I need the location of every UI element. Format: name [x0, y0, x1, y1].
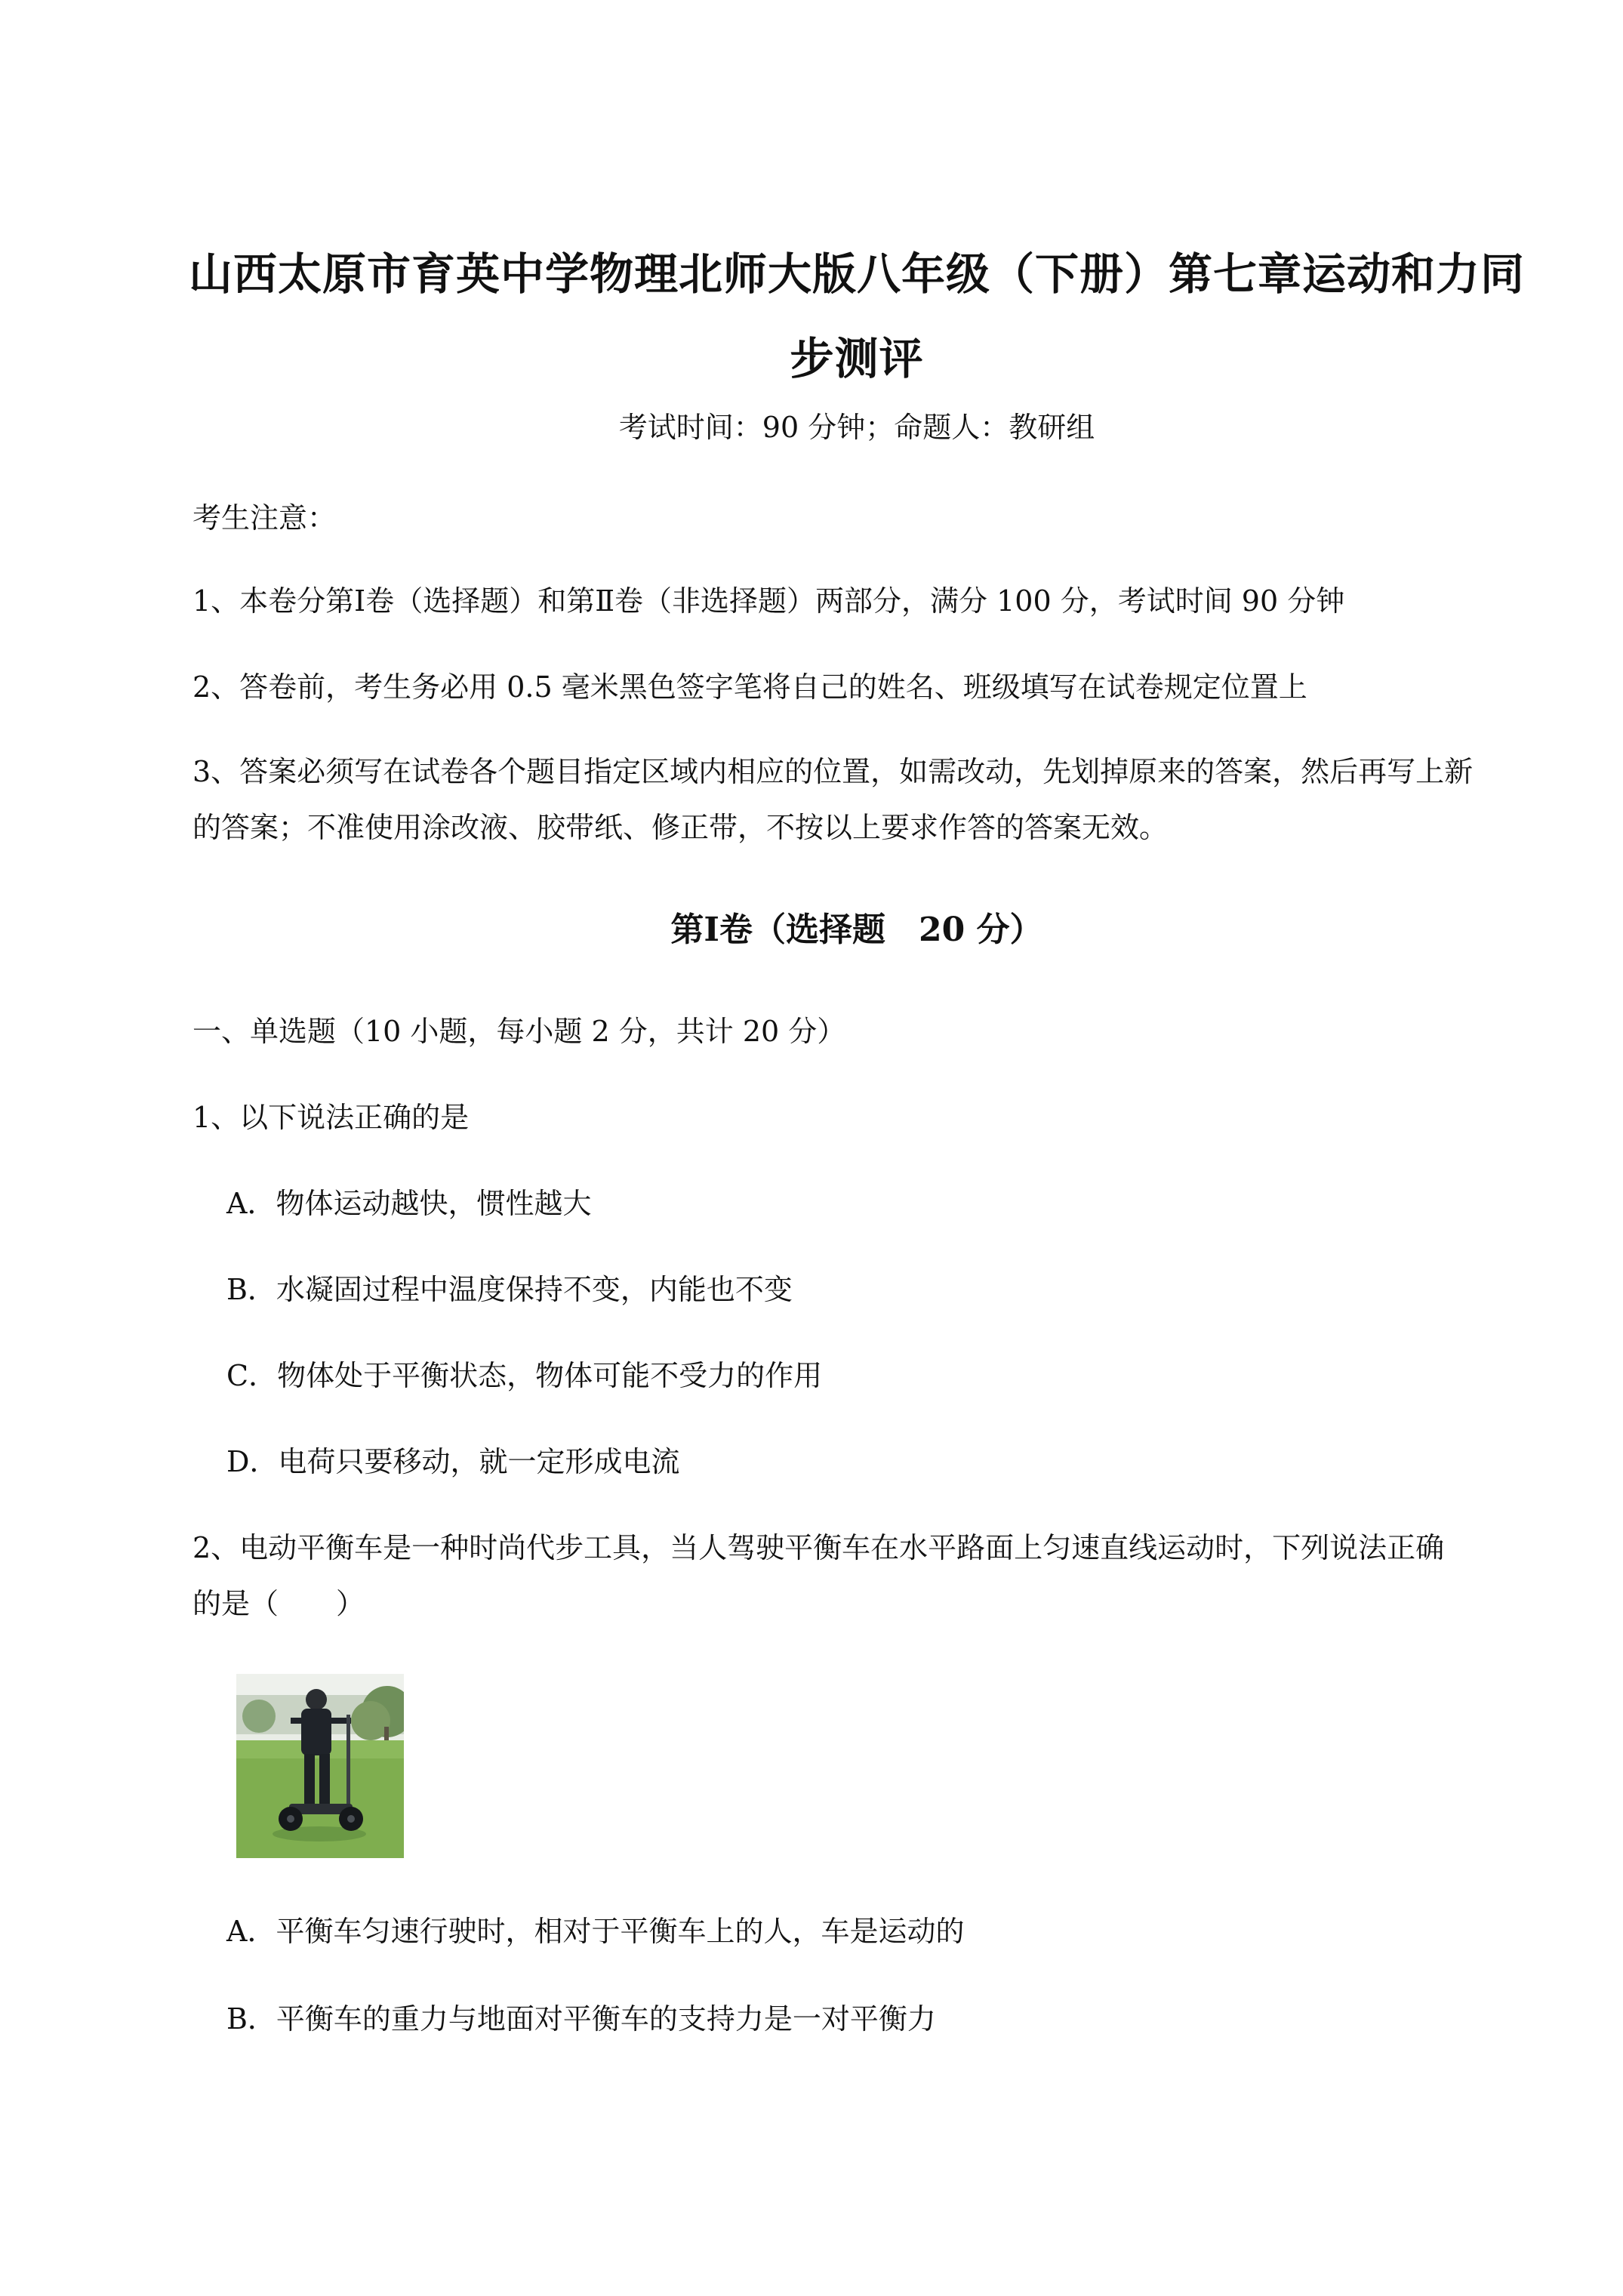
section-title: 第Ⅰ卷（选择题 20 分） — [670, 911, 1043, 949]
notice-item-3-line-1: 3、答案必须写在试卷各个题目指定区域内相应的位置，如需改动，先划掉原来的答案，然后再写上新 — [192, 755, 1474, 788]
notice-heading: 考生注意： — [192, 501, 337, 535]
question-1-option-d: D．电荷只要移动，就一定形成电流 — [226, 1445, 680, 1478]
question-2-option-b: B．平衡车的重力与地面对平衡车的支持力是一对平衡力 — [226, 2002, 936, 2036]
notice-item-1: 1、本卷分第Ⅰ卷（选择题）和第Ⅱ卷（非选择题）两部分，满分 100 分，考试时间 90 分钟 — [192, 584, 1345, 618]
exam-title-line-1: 山西太原市育英中学物理北师大版八年级（下册）第七章运动和力同 — [189, 248, 1526, 300]
question-1-option-b: B．水凝固过程中温度保持不变，内能也不变 — [226, 1273, 793, 1306]
question-1-stem: 1、以下说法正确的是 — [192, 1101, 470, 1134]
notice-item-3-line-2: 的答案；不准使用涂改液、胶带纸、修正带，不按以上要求作答的答案无效。 — [192, 811, 1169, 844]
question-2-stem-line-1: 2、电动平衡车是一种时尚代步工具，当人驾驶平衡车在水平路面上匀速直线运动时，下列说法正确 — [192, 1531, 1445, 1564]
notice-item-2: 2、答卷前，考生务必用 0.5 毫米黑色签字笔将自己的姓名、班级填写在试卷规定位置上 — [192, 670, 1307, 704]
question-2-option-a: A．平衡车匀速行驶时，相对于平衡车上的人，车是运动的 — [226, 1915, 965, 1948]
part-heading: 一、单选题（10 小题，每小题 2 分，共计 20 分） — [192, 1015, 846, 1048]
question-2-stem-line-2: 的是（ ） — [192, 1587, 365, 1620]
exam-info: 考试时间：90 分钟；命题人：教研组 — [618, 411, 1095, 444]
balance-scooter-photo — [236, 1674, 404, 1858]
question-1-option-c: C．物体处于平衡状态，物体可能不受力的作用 — [226, 1359, 823, 1392]
question-1-option-a: A．物体运动越快，惯性越大 — [226, 1187, 592, 1220]
exam-title-line-2: 步测评 — [790, 333, 924, 384]
